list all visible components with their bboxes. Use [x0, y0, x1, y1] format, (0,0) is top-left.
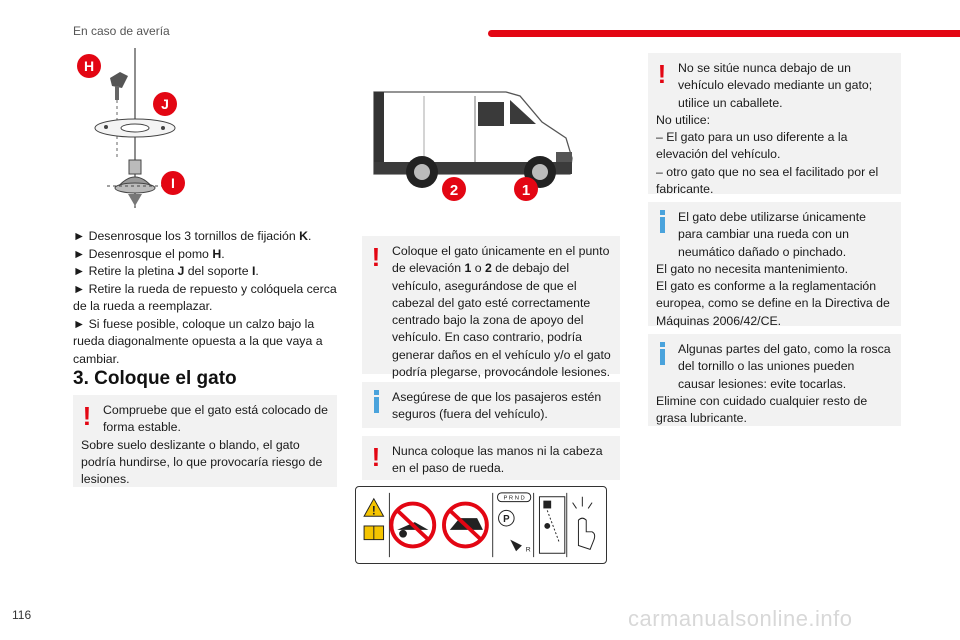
warning-exclamation-icon: !: [82, 401, 92, 431]
warning-exclamation-icon: !: [371, 242, 381, 272]
svg-text:R: R: [525, 546, 531, 554]
manual-book-icon: [364, 526, 383, 540]
hand-touch-icon: [573, 497, 595, 550]
page-number: 116: [12, 608, 32, 622]
info-icon: [655, 342, 669, 368]
warning-box-never-under: ! No se sitúe nunca debajo de un vehículo elevado mediante un gato; utilice un caballete. No utilice: – El gato para un uso diferente a la elevación del vehículo. – otro gato que no sea el facilitado por el fabricante.: [648, 53, 901, 194]
info-box-jack-parts: Algunas partes del gato, como la rosca del tornillo o las uniones pueden causar lesiones: evite tocarlas. Elimine con cuidado cualquier resto de grasa lubricante.: [648, 334, 901, 426]
spare-wheel-fixing-figure: [73, 48, 213, 218]
warning-triangle-icon: [364, 499, 383, 518]
jack-warning-pictograms: [355, 486, 607, 564]
jack-position-icon: [539, 497, 564, 554]
no-person-under-vehicle-icon: [444, 504, 487, 547]
van-lifting-points-figure: [360, 82, 595, 210]
info-box-passengers: Asegúrese de que los pasajeros estén seguros (fuera del vehículo).: [362, 382, 620, 428]
svg-text:P: P: [503, 514, 510, 526]
lift-point-2-label: 2: [449, 182, 459, 199]
warning-exclamation-icon: !: [657, 59, 667, 89]
warning-box-lift-points: ! Coloque el gato únicamente en el punto de elevación 1 o 2 de debajo del vehículo, asegurándose de que el cabezal del gato esté correctamente centrado bajo la zona de apoyo del vehículo. En caso contrario, podría generar daños en el vehículo y/o el gato podría plegarse, provocándole lesiones.: [362, 236, 620, 374]
park-gear-icon: [498, 493, 531, 553]
step-item: ► Retire la pletina J del soporte I.: [73, 264, 259, 278]
label-h: H: [83, 58, 95, 74]
header-accent-bar: [488, 30, 960, 37]
watermark: carmanualsonline.info: [628, 606, 853, 631]
svg-text:P R N D: P R N D: [503, 495, 525, 502]
section-heading: 3. Coloque el gato: [73, 368, 237, 389]
knob-h-shape: [110, 72, 128, 158]
warning-exclamation-icon: !: [371, 442, 381, 472]
step-item: ► Desenrosque los 3 tornillos de fijación K.: [73, 229, 312, 243]
info-icon: [369, 390, 383, 416]
header-section-title: En caso de avería: [73, 24, 170, 38]
lift-point-1-label: 1: [521, 182, 531, 199]
svg-text:!: !: [371, 504, 376, 518]
plate-j-shape: [95, 119, 175, 137]
step-item: ► Si fuese posible, coloque un calzo bajo la rueda diagonalmente opuesta a la que vaya a cambiar.: [73, 316, 323, 366]
info-icon: [655, 210, 669, 236]
label-i: I: [171, 175, 175, 191]
removal-steps-list: [73, 228, 341, 368]
step-item: ► Desenrosque el pomo H.: [73, 246, 225, 261]
warning-box-stable: ! Compruebe que el gato está colocado de forma estable. Sobre suelo deslizante o blando, el gato podría hundirse, lo que provocaría riesgo de lesiones.: [73, 395, 337, 487]
no-crawling-under-icon: [391, 504, 434, 547]
support-i-shape: [107, 160, 163, 206]
info-box-jack-usage: El gato debe utilizarse únicamente para cambiar una rueda con un neumático dañado o pinchado. El gato no necesita mantenimiento. El gato es conforme a la reglamentación europea, como se define en la Directiva de Máquinas 2006/42/CE.: [648, 202, 901, 326]
warning-box-hands: ! Nunca coloque las manos ni la cabeza en el paso de rueda.: [362, 436, 620, 480]
step-item: ► Retire la rueda de repuesto y colóquela cerca de la rueda a reemplazar.: [73, 281, 337, 313]
label-j: J: [161, 96, 169, 112]
